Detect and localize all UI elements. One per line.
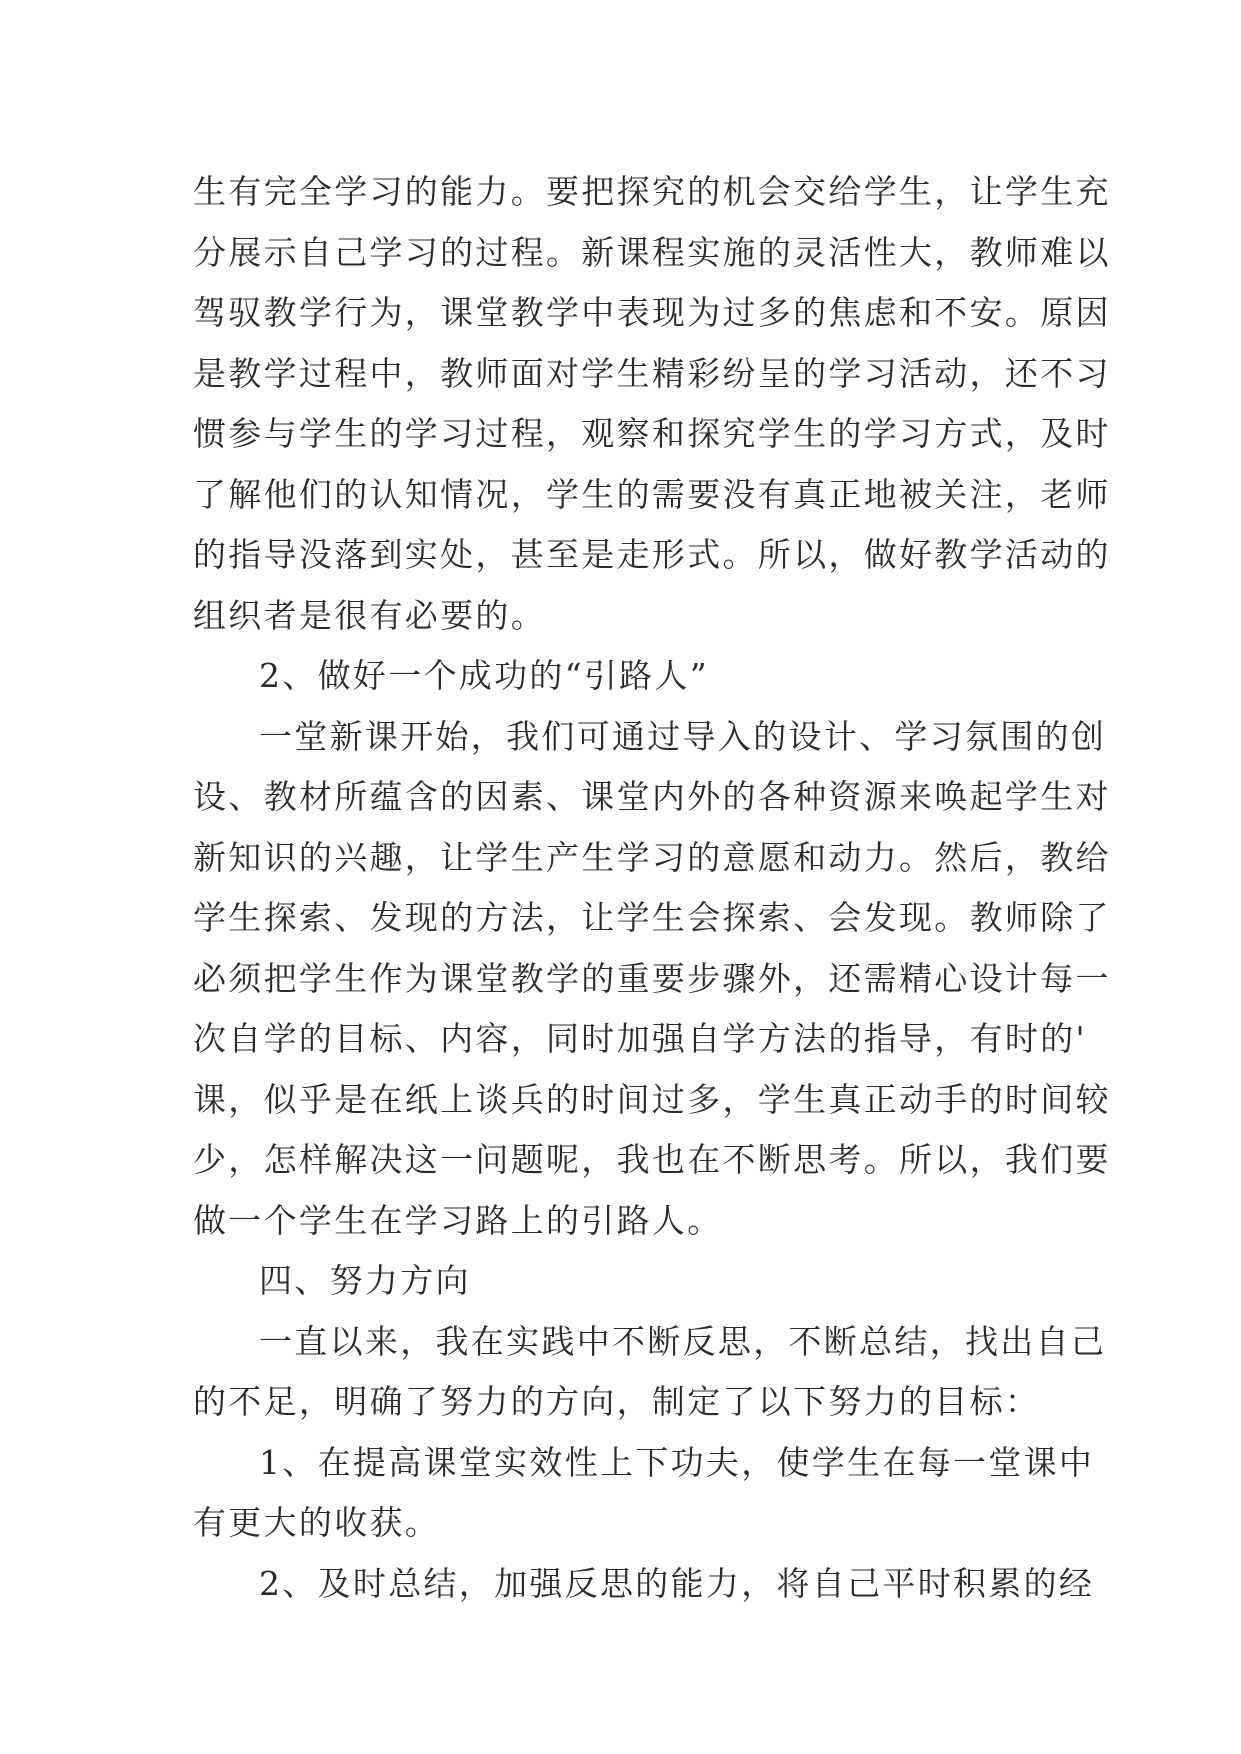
- document-body: [193, 162, 1111, 1614]
- text-line: 课，似乎是在纸上谈兵的时间过多，学生真正动手的时间较: [193, 1079, 1111, 1119]
- text-line: 做一个学生在学习路上的引路人。: [193, 1200, 723, 1240]
- text-line: 是教学过程中，教师面对学生精彩纷呈的学习活动，还不习: [193, 353, 1111, 393]
- text-line: 分展示自己学习的过程。新课程实施的灵活性大，教师难以: [193, 232, 1111, 272]
- text-line: 新知识的兴趣，让学生产生学习的意愿和动力。然后，教给: [193, 837, 1111, 877]
- text-line: 学生探索、发现的方法，让学生会探索、会发现。教师除了: [193, 898, 1111, 937]
- text-line: 一直以来，我在实践中不断反思，不断总结，找出自己: [259, 1321, 1107, 1361]
- text-line: 少，怎样解决这一问题呢，我也在不断思考。所以，我们要: [193, 1140, 1111, 1179]
- section-heading: 2、做好一个成功的“引路人”: [259, 656, 709, 695]
- section-heading: 四、努力方向: [259, 1261, 471, 1300]
- list-item: 2、及时总结，加强反思的能力，将自己平时积累的经: [259, 1563, 1095, 1603]
- list-item: 1、在提高课堂实效性上下功夫，使学生在每一堂课中: [259, 1442, 1095, 1482]
- text-line: 了解他们的认知情况，学生的需要没有真正地被关注，老师: [193, 474, 1111, 514]
- text-line: 一堂新课开始，我们可通过导入的设计、学习氛围的创: [259, 716, 1107, 756]
- text-line: 的不足，明确了努力的方向，制定了以下努力的目标：: [193, 1382, 1041, 1421]
- text-line: 驾驭教学行为，课堂教学中表现为过多的焦虑和不安。原因: [193, 293, 1111, 332]
- text-line: 组织者是很有必要的。: [193, 595, 546, 635]
- text-line: 必须把学生作为课堂教学的重要步骤外，还需精心设计每一: [193, 958, 1111, 998]
- text-line: 生有完全学习的能力。要把探究的机会交给学生，让学生充: [193, 172, 1111, 211]
- text-line: 次自学的目标、内容，同时加强自学方法的指导，有时的': [193, 1019, 1087, 1058]
- text-line: 有更大的收获。: [193, 1503, 441, 1542]
- text-line: 的指导没落到实处，甚至是走形式。所以，做好教学活动的: [193, 535, 1111, 574]
- text-line: 设、教材所蕴含的因素、课堂内外的各种资源来唤起学生对: [193, 777, 1111, 816]
- text-line: 惯参与学生的学习过程，观察和探究学生的学习方式，及时: [193, 414, 1111, 453]
